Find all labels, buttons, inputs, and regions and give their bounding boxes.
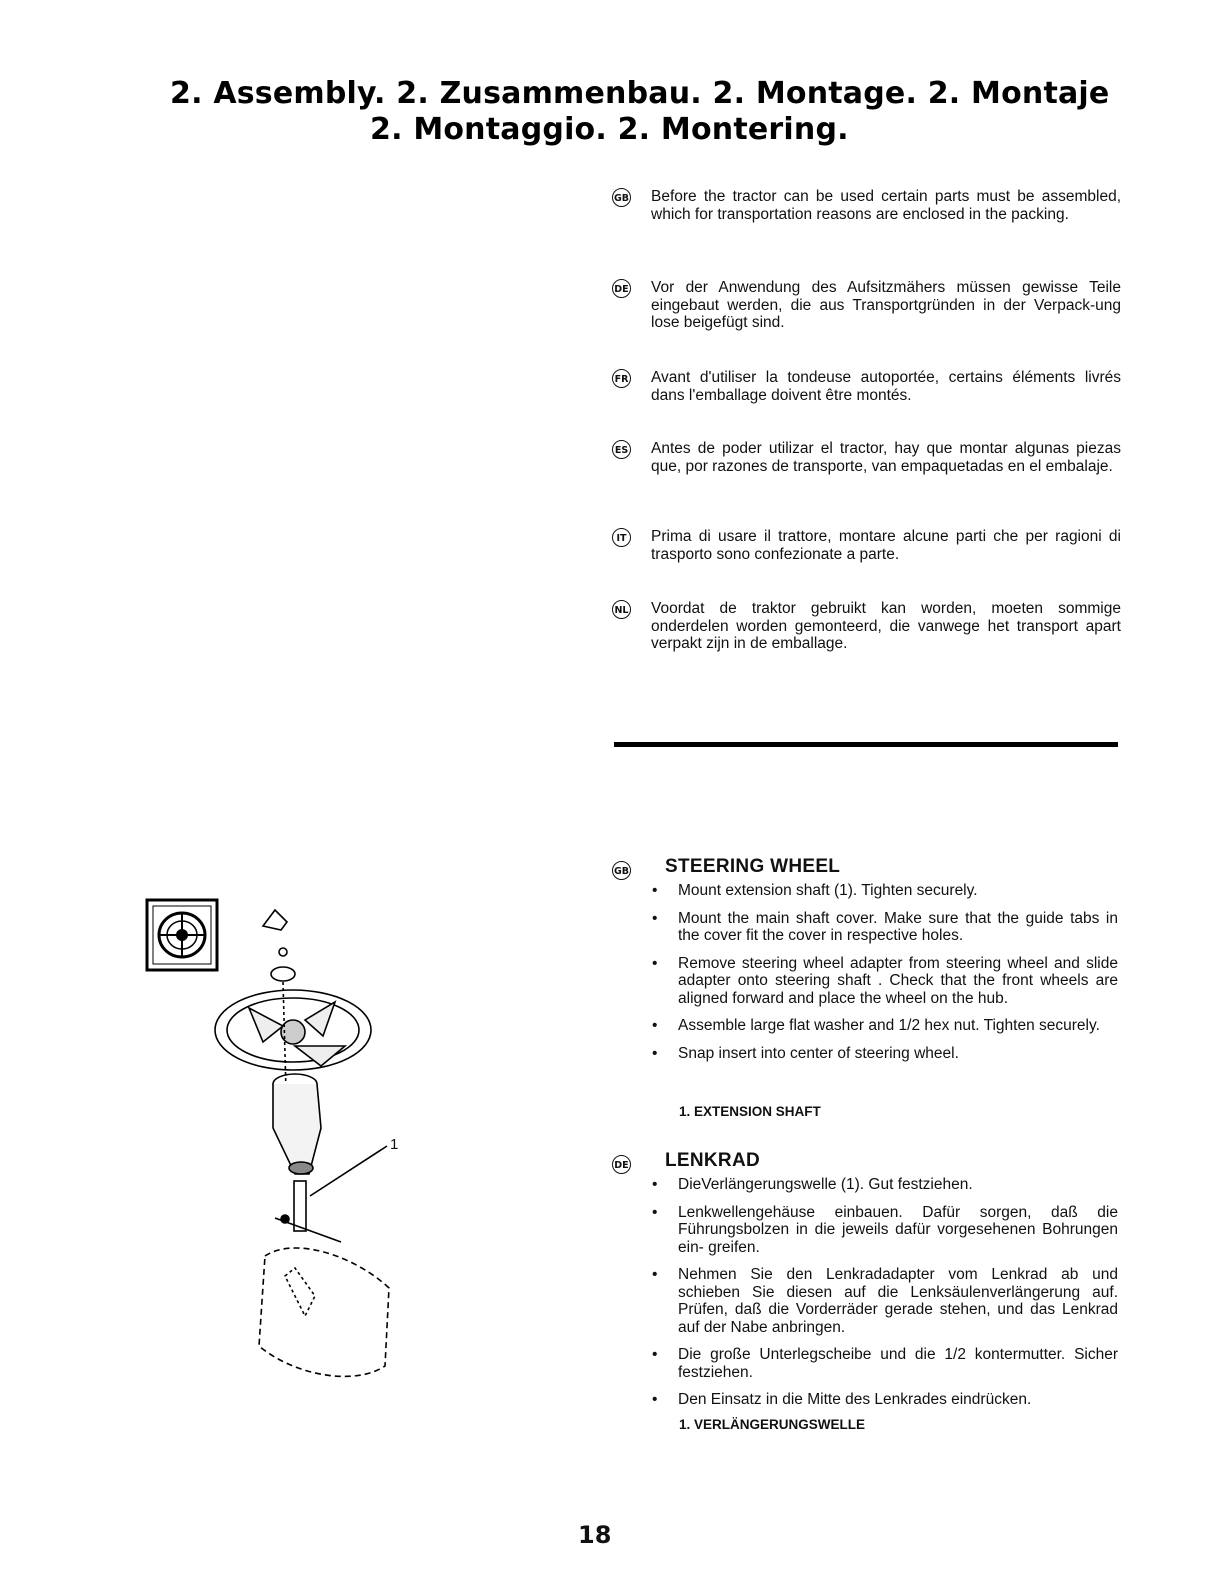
step-item: • Assemble large flat washer and 1/2 hex nut. Tighten securely. [652, 1017, 1118, 1035]
step-list [652, 1176, 1118, 1419]
lang-badge-gb: GB [612, 861, 631, 880]
part-caption: 1. VERLÄNGERUNGSWELLE [679, 1417, 866, 1432]
lang-badge-es: ES [612, 440, 631, 459]
intro-text-it: Prima di usare il trattore, montare alcune parti che per ragioni di trasporto sono confezionate a parte. [651, 528, 1121, 563]
intro-text-es: Antes de poder utilizar el tractor, hay que montar algunas piezas que, por razones de transporte, van empaquetadas en el embalaje. [651, 440, 1121, 475]
figure-callout-number: 1 [390, 1136, 399, 1153]
section-heading: LENKRAD [665, 1150, 760, 1171]
step-item: • Den Einsatz in die Mitte des Lenkrades eindrücken. [652, 1391, 1118, 1409]
intro-text-de: Vor der Anwendung des Aufsitzmähers müssen gewisse Teile eingebaut werden, die aus Transportgründen in der Verpack-ung lose beigefügt sind. [651, 279, 1121, 331]
steering-assembly-illustration [145, 896, 415, 1396]
lang-badge-fr: FR [612, 369, 631, 388]
section-heading: STEERING WHEEL [665, 856, 841, 877]
lang-badge-de: DE [612, 279, 631, 298]
lang-badge-it: IT [612, 528, 631, 547]
step-item: • Nehmen Sie den Lenkradadapter vom Lenkrad ab und schieben Sie diesen auf die Lenksäulenverlängerung auf. Prüfen, daß die Vorderräder gerade stehen, und das Lenkrad auf der Nabe anbringen. [652, 1266, 1118, 1336]
step-item: • Mount the main shaft cover. Make sure that the guide tabs in the cover fit the cover in respective holes. [652, 910, 1118, 945]
lang-badge-gb: GB [612, 188, 631, 207]
part-caption: 1. EXTENSION SHAFT [679, 1104, 821, 1119]
step-item: • Mount extension shaft (1). Tighten securely. [652, 882, 1118, 900]
page-title-line-2: 2. Montaggio. 2. Montering. [370, 112, 849, 147]
step-list [652, 882, 1118, 1072]
page-title-line-1: 2. Assembly. 2. Zusammenbau. 2. Montage. 2. Montaje [170, 76, 1110, 111]
step-item: • Remove steering wheel adapter from steering wheel and slide adapter onto steering shaft . Check that the front wheels are aligned forward and place the wheel on the hub. [652, 955, 1118, 1008]
steering-wheel-icon [147, 900, 217, 970]
lang-badge-de: DE [612, 1155, 631, 1174]
intro-text-gb: Before the tractor can be used certain parts must be assembled, which for transportation reasons are enclosed in the packing. [651, 188, 1121, 223]
section-divider [614, 742, 1118, 747]
page-number: 18 [578, 1521, 612, 1549]
step-item: • Lenkwellengehäuse einbauen. Dafür sorgen, daß die Führungsbolzen in die jeweils dafür vorgesehenen Bohrungen ein- greifen. [652, 1204, 1118, 1257]
intro-text-nl: Voordat de traktor gebruikt kan worden, moeten sommige onderdelen worden gemonteerd, die vanwege het transport apart verpakt zijn in de emballage. [651, 600, 1121, 652]
lang-badge-nl: NL [612, 600, 631, 619]
exploded-parts-drawing [215, 910, 389, 1376]
intro-text-fr: Avant d'utiliser la tondeuse autoportée, certains éléments livrés dans l'emballage doivent être montés. [651, 369, 1121, 404]
step-item: • DieVerlängerungswelle (1). Gut festziehen. [652, 1176, 1118, 1194]
step-item: • Die große Unterlegscheibe und die 1/2 kontermutter. Sicher festziehen. [652, 1346, 1118, 1381]
step-item: • Snap insert into center of steering wheel. [652, 1045, 1118, 1063]
